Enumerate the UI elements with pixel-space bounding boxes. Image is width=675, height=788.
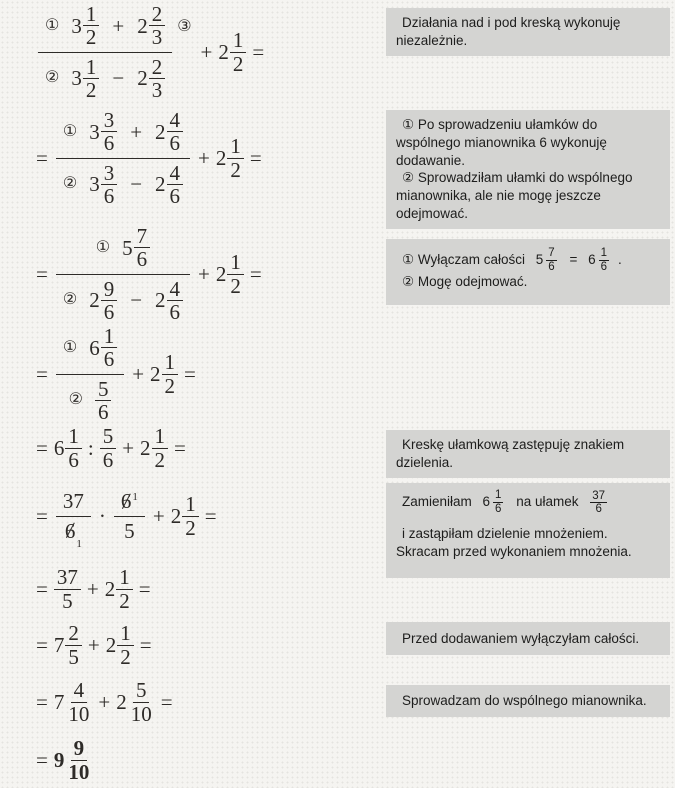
mixed-number bbox=[106, 622, 134, 667]
math-operator-or-text: = bbox=[36, 435, 48, 460]
fraction bbox=[167, 278, 184, 323]
mixed-number bbox=[483, 489, 506, 515]
whole-number: 7 bbox=[53, 689, 65, 714]
mixed-number bbox=[150, 351, 178, 396]
whole-number: 6 bbox=[588, 252, 596, 268]
whole-number: 3 bbox=[71, 66, 82, 91]
equation-step-2 bbox=[30, 106, 268, 210]
numerator: 2 bbox=[149, 56, 166, 79]
denominator: 2 bbox=[164, 373, 176, 398]
annotation-line bbox=[396, 14, 660, 50]
circled-step-marker: ① bbox=[45, 16, 60, 34]
circled-step-marker: ② bbox=[68, 390, 83, 408]
math-operator-or-text: + bbox=[112, 13, 125, 38]
numerator: 2 bbox=[149, 3, 166, 26]
fraction bbox=[56, 109, 190, 206]
equation-step-7 bbox=[30, 560, 157, 618]
mixed-number bbox=[155, 278, 183, 323]
denominator: 5 bbox=[68, 644, 79, 669]
circled-step-marker: ① bbox=[62, 338, 78, 356]
denominator: 6 bbox=[103, 299, 115, 324]
fraction bbox=[101, 162, 118, 207]
fraction bbox=[100, 425, 117, 470]
denominator: 6 bbox=[169, 299, 181, 324]
circled-step-marker: ① bbox=[62, 122, 78, 140]
mixed-number bbox=[89, 109, 117, 154]
fraction bbox=[167, 109, 184, 154]
denominator: 6 bbox=[169, 183, 181, 208]
equation-step-6 bbox=[30, 480, 223, 552]
fraction bbox=[590, 490, 607, 516]
math-operator-or-text: − bbox=[112, 66, 125, 91]
fraction bbox=[167, 162, 184, 207]
fraction-bar bbox=[114, 516, 145, 517]
denominator: 6 bbox=[97, 399, 109, 424]
fraction-bar bbox=[38, 52, 172, 53]
math-operator-or-text: ① Po sprowadzeniu ułamków do wspólnego mianownika 6 wykonuję dodawanie. bbox=[396, 117, 607, 168]
math-operator-or-text: + bbox=[198, 145, 210, 170]
numerator: 1 bbox=[600, 247, 607, 259]
fraction bbox=[227, 135, 244, 180]
math-operator-or-text: = bbox=[249, 145, 262, 170]
denominator-row bbox=[56, 162, 190, 207]
fraction bbox=[95, 378, 112, 423]
math-operator-or-text: = bbox=[36, 632, 48, 657]
annotation-line bbox=[396, 169, 660, 222]
numerator: 1 bbox=[162, 351, 179, 374]
whole-number: 2 bbox=[215, 261, 227, 286]
fraction bbox=[65, 679, 92, 724]
fraction-bar bbox=[56, 158, 190, 159]
math-number: 37 bbox=[62, 489, 84, 514]
whole-number: 2 bbox=[105, 632, 117, 657]
math-operator-or-text: na ułamek bbox=[512, 494, 583, 510]
fraction bbox=[65, 425, 82, 470]
math-operator-or-text: = bbox=[249, 261, 262, 286]
numerator-row bbox=[56, 490, 91, 512]
denominator: 6 bbox=[600, 260, 607, 273]
denominator: 6 bbox=[103, 131, 115, 156]
whole-number: 2 bbox=[137, 66, 148, 91]
math-operator-or-text: = bbox=[36, 689, 48, 714]
denominator: 3 bbox=[151, 77, 163, 102]
numerator-row bbox=[38, 3, 172, 48]
math-operator-or-text: = bbox=[184, 361, 196, 386]
numerator: 1 bbox=[65, 425, 82, 448]
math-operator-or-text: = bbox=[36, 145, 48, 170]
circled-step-marker: ② bbox=[62, 290, 78, 308]
denominator: 6 bbox=[548, 260, 555, 273]
cancelled-factor bbox=[64, 518, 82, 550]
whole-number: 6 bbox=[89, 335, 100, 360]
fraction bbox=[149, 56, 166, 101]
math-operator-or-text: + bbox=[198, 261, 210, 286]
whole-number: 5 bbox=[122, 235, 133, 260]
denominator-row bbox=[62, 378, 119, 423]
denominator: 6 bbox=[136, 247, 148, 272]
cancellation-result: 1 bbox=[132, 491, 138, 504]
fraction bbox=[546, 247, 556, 273]
whole-number: 2 bbox=[140, 435, 151, 460]
math-operator-or-text: = bbox=[36, 261, 48, 286]
mixed-number bbox=[89, 325, 117, 370]
math-operator-or-text: + bbox=[152, 503, 165, 528]
equation-step-4 bbox=[30, 326, 202, 422]
fraction bbox=[65, 622, 82, 667]
whole-number: 3 bbox=[71, 13, 82, 38]
math-operator-or-text: = bbox=[160, 689, 173, 714]
mixed-number bbox=[54, 622, 82, 667]
whole-number: 2 bbox=[150, 361, 161, 386]
numerator-row bbox=[56, 325, 124, 370]
numerator: 1 bbox=[83, 56, 100, 79]
whole-number: 2 bbox=[155, 172, 166, 197]
mixed-number bbox=[89, 278, 117, 323]
fraction bbox=[65, 737, 92, 782]
mixed-number bbox=[171, 493, 199, 538]
numerator: 37 bbox=[592, 489, 606, 502]
denominator: 10 bbox=[130, 701, 152, 726]
fraction bbox=[116, 566, 133, 611]
whole-number: 2 bbox=[89, 288, 100, 313]
math-operator-or-text: − bbox=[130, 288, 143, 313]
numerator: 1 bbox=[182, 493, 199, 516]
numerator-row bbox=[89, 225, 157, 270]
denominator: 2 bbox=[185, 515, 196, 540]
annotation-box-4 bbox=[386, 430, 670, 478]
fraction bbox=[227, 251, 244, 296]
fraction bbox=[101, 325, 118, 370]
numerator: 1 bbox=[101, 325, 118, 348]
equation-step-9 bbox=[30, 675, 179, 729]
denominator: 6 bbox=[595, 503, 602, 516]
math-operator-or-text: = bbox=[252, 39, 265, 64]
denominator: 2 bbox=[230, 157, 241, 182]
math-operator-or-text: i zastąpiłam dzielenie mnożeniem. Skracam przed wykonaniem mnożenia. bbox=[396, 525, 632, 559]
whole-number: 7 bbox=[53, 632, 65, 657]
math-operator-or-text: = bbox=[36, 747, 48, 772]
math-operator-or-text: + bbox=[122, 435, 135, 460]
numerator: 4 bbox=[167, 278, 184, 301]
denominator: 10 bbox=[68, 701, 90, 726]
fraction bbox=[493, 489, 503, 515]
mixed-number bbox=[122, 225, 150, 270]
annotation-box-6 bbox=[386, 622, 670, 655]
denominator: 2 bbox=[120, 644, 131, 669]
fraction bbox=[149, 3, 166, 48]
mixed-number bbox=[54, 737, 93, 782]
math-operator-or-text: Przed dodawaniem wyłączyłam całości. bbox=[402, 630, 640, 646]
whole-number: 6 bbox=[482, 494, 491, 510]
math-number: 5 bbox=[124, 518, 135, 543]
annotation-box-5 bbox=[386, 483, 670, 578]
math-operator-or-text: Zamieniłam bbox=[402, 494, 476, 510]
numerator: 2 bbox=[65, 622, 82, 645]
cancelled-number: 6 bbox=[120, 489, 132, 514]
mixed-number bbox=[71, 56, 99, 101]
whole-number: 5 bbox=[535, 252, 544, 268]
equation-step-5 bbox=[30, 422, 192, 474]
annotation-box-2 bbox=[386, 110, 670, 229]
math-operator-or-text: + bbox=[132, 361, 145, 386]
numerator: 1 bbox=[227, 251, 244, 274]
circled-step-marker: ① bbox=[95, 238, 111, 256]
math-operator-or-text: : bbox=[87, 435, 94, 460]
whole-number: 6 bbox=[53, 435, 65, 460]
annotation-line bbox=[396, 630, 645, 648]
numerator: 3 bbox=[101, 109, 118, 132]
annotation-box-3 bbox=[386, 239, 670, 305]
mixed-number bbox=[218, 29, 246, 74]
numerator: 1 bbox=[83, 3, 100, 26]
denominator: 2 bbox=[232, 51, 244, 76]
mixed-number bbox=[116, 679, 155, 724]
fraction bbox=[56, 325, 124, 422]
numerator: 1 bbox=[227, 135, 244, 158]
circled-step-marker: ③ bbox=[177, 18, 192, 35]
denominator: 6 bbox=[495, 502, 502, 515]
circled-step-marker: ② bbox=[45, 68, 60, 86]
fraction bbox=[101, 109, 118, 154]
mixed-number bbox=[54, 425, 82, 470]
mixed-number bbox=[216, 251, 244, 296]
annotation-line bbox=[396, 489, 660, 516]
mixed-number bbox=[216, 135, 244, 180]
math-operator-or-text: = bbox=[36, 576, 48, 601]
fraction bbox=[56, 225, 190, 322]
numerator: 5 bbox=[133, 679, 150, 702]
denominator: 2 bbox=[119, 588, 130, 613]
math-operator-or-text: ② Mogę odejmować. bbox=[402, 274, 528, 290]
denominator: 6 bbox=[103, 347, 115, 372]
annotation-box-1 bbox=[386, 8, 670, 56]
math-operator-or-text: + bbox=[98, 689, 111, 714]
numerator: 9 bbox=[71, 737, 88, 760]
fraction bbox=[83, 56, 100, 101]
numerator: 4 bbox=[71, 679, 88, 702]
fraction bbox=[38, 3, 172, 100]
annotation-line bbox=[396, 525, 660, 561]
math-operator-or-text: − bbox=[130, 172, 143, 197]
fraction bbox=[599, 247, 609, 273]
mixed-number bbox=[71, 3, 99, 48]
equation-step-3 bbox=[30, 221, 268, 327]
whole-number: 9 bbox=[53, 747, 65, 772]
equation-step-8 bbox=[30, 617, 158, 673]
whole-number: 3 bbox=[89, 172, 100, 197]
denominator: 2 bbox=[154, 447, 166, 472]
mixed-number bbox=[54, 679, 93, 724]
math-operator-or-text: . bbox=[618, 252, 622, 268]
fraction bbox=[182, 493, 199, 538]
annotation-box-7 bbox=[386, 685, 670, 717]
denominator: 2 bbox=[85, 25, 97, 50]
denominator-row bbox=[38, 56, 172, 101]
circled-step-marker: ② bbox=[62, 174, 78, 192]
mixed-number bbox=[536, 247, 559, 273]
fraction bbox=[114, 490, 145, 541]
denominator: 2 bbox=[85, 77, 97, 102]
numerator: 7 bbox=[134, 225, 151, 248]
math-operator-or-text: = bbox=[36, 503, 48, 528]
math-operator-or-text: + bbox=[200, 39, 213, 64]
whole-number: 2 bbox=[116, 689, 127, 714]
fraction bbox=[56, 489, 91, 550]
math-operator-or-text: = bbox=[204, 503, 217, 528]
math-operator-or-text: Kreskę ułamkową zastępuję znakiem dzielenia. bbox=[396, 437, 625, 470]
denominator: 10 bbox=[68, 759, 90, 784]
numerator-row bbox=[56, 109, 190, 154]
cancellation-result: 1 bbox=[76, 537, 82, 550]
annotation-line bbox=[396, 436, 660, 472]
mixed-number bbox=[140, 425, 168, 470]
mixed-number bbox=[588, 247, 611, 273]
numerator-row bbox=[114, 490, 145, 512]
numerator: 1 bbox=[116, 566, 133, 589]
numerator: 1 bbox=[495, 489, 502, 501]
numerator: 1 bbox=[117, 622, 134, 645]
numerator: 7 bbox=[548, 247, 555, 259]
numerator: 9 bbox=[101, 278, 118, 301]
mixed-number bbox=[137, 56, 165, 101]
math-operator-or-text: ① Wyłączam całości bbox=[402, 252, 529, 268]
numerator: 1 bbox=[230, 29, 247, 52]
equation-step-10-result bbox=[30, 733, 92, 787]
math-operator-or-text: = bbox=[565, 252, 582, 268]
numerator: 4 bbox=[167, 109, 184, 132]
denominator: 5 bbox=[62, 588, 73, 613]
numerator: 5 bbox=[100, 425, 117, 448]
math-operator-or-text: + bbox=[86, 576, 99, 601]
fraction-bar bbox=[56, 374, 124, 375]
whole-number: 2 bbox=[137, 13, 148, 38]
numerator: 5 bbox=[95, 378, 112, 401]
denominator: 6 bbox=[103, 183, 115, 208]
whole-number: 2 bbox=[155, 288, 166, 313]
mixed-number bbox=[89, 162, 117, 207]
mixed-number bbox=[137, 3, 165, 48]
mixed-number bbox=[155, 162, 183, 207]
annotation-line bbox=[396, 692, 653, 710]
fraction-bar bbox=[56, 516, 91, 517]
fraction bbox=[54, 566, 81, 611]
whole-number: 2 bbox=[104, 576, 116, 601]
denominator: 6 bbox=[169, 131, 181, 156]
math-operator-or-text: = bbox=[174, 435, 186, 460]
fraction bbox=[152, 425, 169, 470]
fraction bbox=[230, 29, 247, 74]
numerator: 1 bbox=[152, 425, 169, 448]
denominator-row bbox=[58, 518, 89, 550]
cancelled-number: 6 bbox=[64, 518, 76, 543]
cancelled-factor bbox=[121, 490, 138, 512]
math-operator-or-text: = bbox=[138, 576, 151, 601]
numerator: 37 bbox=[54, 566, 81, 589]
fraction bbox=[83, 3, 100, 48]
fraction bbox=[117, 622, 134, 667]
mixed-number bbox=[105, 566, 133, 611]
denominator-row bbox=[56, 278, 190, 323]
math-operator-or-text: + bbox=[87, 632, 100, 657]
math-operator-or-text: · bbox=[98, 503, 106, 528]
denominator: 2 bbox=[230, 273, 241, 298]
math-operator-or-text: = bbox=[139, 632, 152, 657]
fraction bbox=[128, 679, 155, 724]
numerator: 3 bbox=[101, 162, 118, 185]
math-operator-or-text: + bbox=[130, 119, 143, 144]
fraction bbox=[162, 351, 179, 396]
annotation-line bbox=[396, 116, 660, 169]
math-operator-or-text: Sprowadzam do wspólnego mianownika. bbox=[402, 693, 647, 709]
whole-number: 2 bbox=[218, 39, 229, 64]
whole-number: 2 bbox=[215, 145, 227, 170]
math-operator-or-text: Działania nad i pod kreską wykonuję niezależnie. bbox=[396, 15, 621, 48]
whole-number: 3 bbox=[89, 119, 100, 144]
denominator-row bbox=[117, 520, 142, 542]
fraction bbox=[101, 278, 118, 323]
annotation-line bbox=[396, 273, 660, 291]
math-operator-or-text: = bbox=[36, 361, 48, 386]
whole-number: 2 bbox=[155, 119, 166, 144]
whole-number: 2 bbox=[170, 503, 182, 528]
denominator: 6 bbox=[102, 447, 114, 472]
equation-step-1 bbox=[36, 0, 270, 104]
fraction bbox=[134, 225, 151, 270]
annotation-line bbox=[396, 247, 660, 273]
fraction-bar bbox=[56, 274, 190, 275]
mixed-number bbox=[155, 109, 183, 154]
denominator: 6 bbox=[68, 447, 79, 472]
numerator: 4 bbox=[167, 162, 184, 185]
math-operator-or-text: ② Sprowadziłam ułamki do wspólnego mianownika, ale nie mogę jeszcze odejmować. bbox=[396, 170, 633, 222]
denominator: 3 bbox=[151, 25, 163, 50]
